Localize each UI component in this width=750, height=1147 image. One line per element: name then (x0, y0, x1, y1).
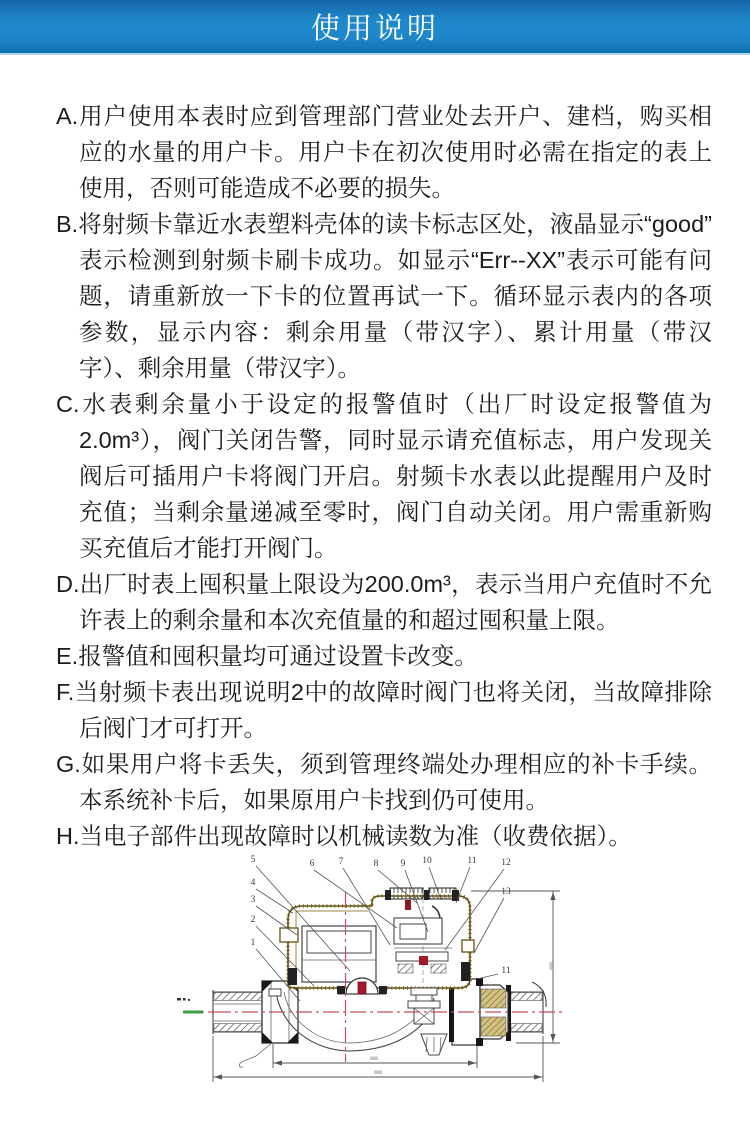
instruction-item-g (56, 746, 712, 818)
left-pipe (213, 981, 298, 1067)
instruction-text: 报警值和囤积量均可通过设置卡改变。 (78, 643, 478, 669)
instruction-item-c (56, 386, 712, 566)
water-meter-drawing (0, 840, 750, 1147)
instruction-label: A. (56, 103, 79, 129)
instruction-text: 用户使用本表时应到管理部门营业处去开户、建档，购买相应的水量的用户卡。用户卡在初次使用时必需在指定的表上使用，否则可能造成不必要的损失。 (78, 103, 712, 201)
instruction-label: D. (56, 571, 80, 597)
housing (280, 896, 474, 988)
part-number-label: 3 (250, 895, 256, 905)
instruction-label: F. (56, 679, 75, 705)
instruction-text: 出厂时表上囤积量上限设为200.0m³，表示当用户充值时不允许表上的剩余量和本次充值量的和超过囤积量上限。 (79, 571, 712, 633)
instruction-label: G. (56, 751, 81, 777)
lead-seal-wire (239, 1043, 272, 1067)
side-port-right (462, 940, 474, 952)
part-number-label: 4 (250, 878, 256, 888)
instruction-text: 如果用户将卡丢失，须到管理终端处办理相应的补卡手续。本系统补卡后，如果原用户卡找到仍可使用。 (79, 751, 712, 813)
instruction-item-f (56, 674, 712, 746)
instruction-item-d (56, 566, 712, 638)
instruction-item-a (56, 98, 712, 206)
page-header (0, 0, 750, 55)
side-port-left (280, 928, 298, 942)
register-box (302, 926, 376, 982)
part-number-label: 2 (250, 915, 256, 925)
spindle (408, 988, 440, 1024)
instruction-item-b (56, 206, 712, 386)
terminal-strip-right (429, 888, 456, 899)
instruction-label: E. (56, 643, 79, 669)
part-number-label: 12 (501, 858, 511, 868)
water-meter-cross-section-figure (0, 840, 750, 1147)
part-number-label: 8 (373, 859, 379, 869)
corner-block-left (288, 968, 297, 985)
instruction-label: C. (56, 391, 80, 417)
part-number-label: 1 (250, 938, 256, 948)
valve-indicator-red (405, 900, 411, 910)
strainer-funnel (421, 1034, 447, 1055)
part-number-label: 13 (501, 887, 511, 897)
illegible-mark (177, 998, 190, 1001)
part-number-label: 6 (309, 859, 315, 869)
part-number-label: 10 (422, 856, 432, 866)
instruction-label: B. (56, 211, 79, 237)
instruction-label: H. (56, 823, 80, 849)
dome-valve-red (358, 982, 366, 994)
instruction-text: 当射频卡表出现说明2中的故障时阀门也将关闭，当故障排除后阀门才可打开。 (74, 679, 712, 741)
part-number-label: 11 (501, 966, 511, 976)
corner-block-right (461, 962, 470, 981)
page-title: 使用说明 (310, 13, 439, 45)
instruction-item-e (56, 638, 712, 674)
part-number-label: 9 (400, 859, 406, 869)
instruction-text: 当电子部件出现故障时以机械读数为准（收费依据）。 (79, 823, 632, 849)
terminal-strip-left (390, 888, 423, 899)
part-number-label: 11 (467, 856, 477, 866)
valve-core-red (419, 956, 428, 965)
instruction-text: 水表剩余量小于设定的报警值时（出厂时设定报警值为2.0m³），阀门关闭告警，同时显示请充值标志，用户发现关阀后可插用户卡将阀门开启。射频卡水表以此提醒用户及时充值；当剩余量递减至零时，阀门自动关闭。用户需重新购买充值后才能打开阀门。 (79, 391, 712, 561)
part-number-label: 7 (338, 857, 344, 867)
part-number-label: 5 (250, 855, 256, 865)
instruction-text: 将射频卡靠近水表塑料壳体的读卡标志区处，液晶显示“good”表示检测到射频卡刷卡成功。如显示“Err--XX”表示可能有问题，请重新放一下卡的位置再试一下。循环显示表内的各项参数，显示内容：剩余用量（带汉字）、累计用量（带汉字）、剩余用量（带汉字）。 (78, 211, 712, 381)
instructions-list (56, 98, 712, 854)
